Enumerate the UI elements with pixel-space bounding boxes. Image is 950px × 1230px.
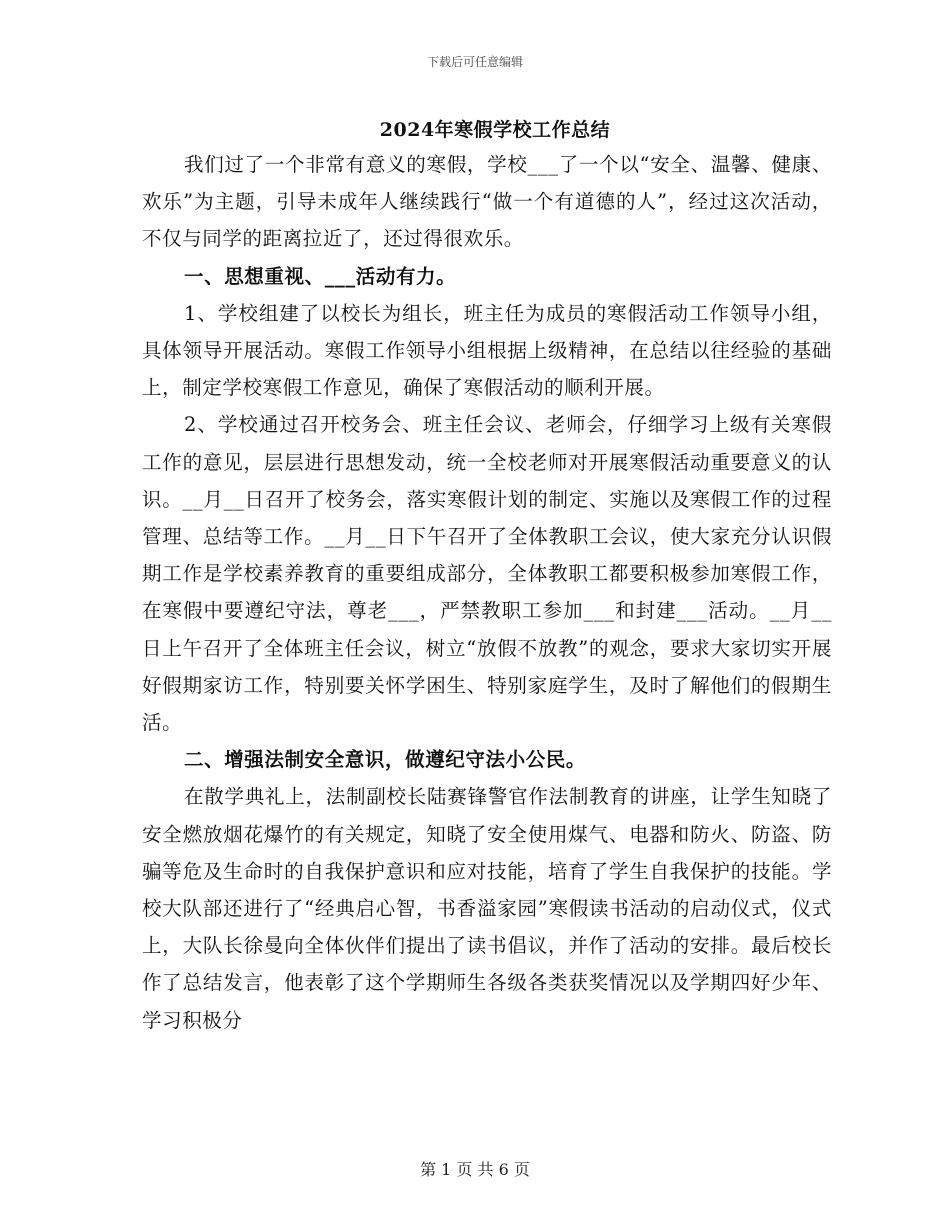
- page-header-note: 下载后可任意编辑: [426, 55, 523, 69]
- document-body: [142, 146, 832, 1039]
- section-heading-1: 一、思想重视、___活动有力。: [184, 264, 457, 288]
- paragraph-item-2: 2、学校通过召开校务会、班主任会议、老师会，仔细学习上级有关寒假工作的意见，层层进行思想发动，统一全校老师对开展寒假活动重要意义的认识。__月__日召开了校务会，落实寒假计划的制定、实施以及寒假工作的过程管理、总结等工作。__月__日下午召开了全体教职工会议，使大家充分认识假期工作是学校素养教育的重要组成部分，全体教职工都要积极参加寒假工作，在寒假中要遵纪守法，尊老___，严禁教职工参加___和封建___活动。__月__日上午召开了全体班主任会议，树立“放假不放教”的观念，要求大家切实开展好假期家访工作，特别要关怀学困生、特别家庭学生，及时了解他们的假期生活。: [142, 413, 832, 735]
- page-number-footer: 第 1 页 共 6 页: [420, 1160, 530, 1179]
- paragraph-legal-education: 在散学典礼上，法制副校长陆赛锋警官作法制教育的讲座，让学生知晓了安全燃放烟花爆竹的有关规定，知晓了安全使用煤气、电器和防火、防盗、防骗等危及生命时的自我保护意识和应对技能，培育了学生自我保护的技能。学校大队部还进行了“经典启心智，书香溢家园”寒假读书活动的启动仪式，仪式上，大队长徐曼向全体伙伴们提出了读书倡议，并作了活动的安排。最后校长作了总结发言，他表彰了这个学期师生各级各类获奖情况以及学期四好少年、学习积极分: [142, 785, 832, 1032]
- document-title: 2024年寒假学校工作总结: [379, 119, 611, 141]
- paragraph-intro: 我们过了一个非常有意义的寒假，学校___了一个以“安全、温馨、健康、欢乐”为主题，引导未成年人继续践行“做一个有道德的人”，经过这次活动，不仅与同学的距离拉近了，还过得很欢乐。: [142, 153, 832, 251]
- section-heading-2: 二、增强法制安全意识，做遵纪守法小公民。: [184, 748, 587, 772]
- paragraph-item-1: 1、学校组建了以校长为组长，班主任为成员的寒假活动工作领导小组，具体领导开展活动。寒假工作领导小组根据上级精神，在总结以往经验的基础上，制定学校寒假工作意见，确保了寒假活动的顺利开展。: [142, 301, 832, 400]
